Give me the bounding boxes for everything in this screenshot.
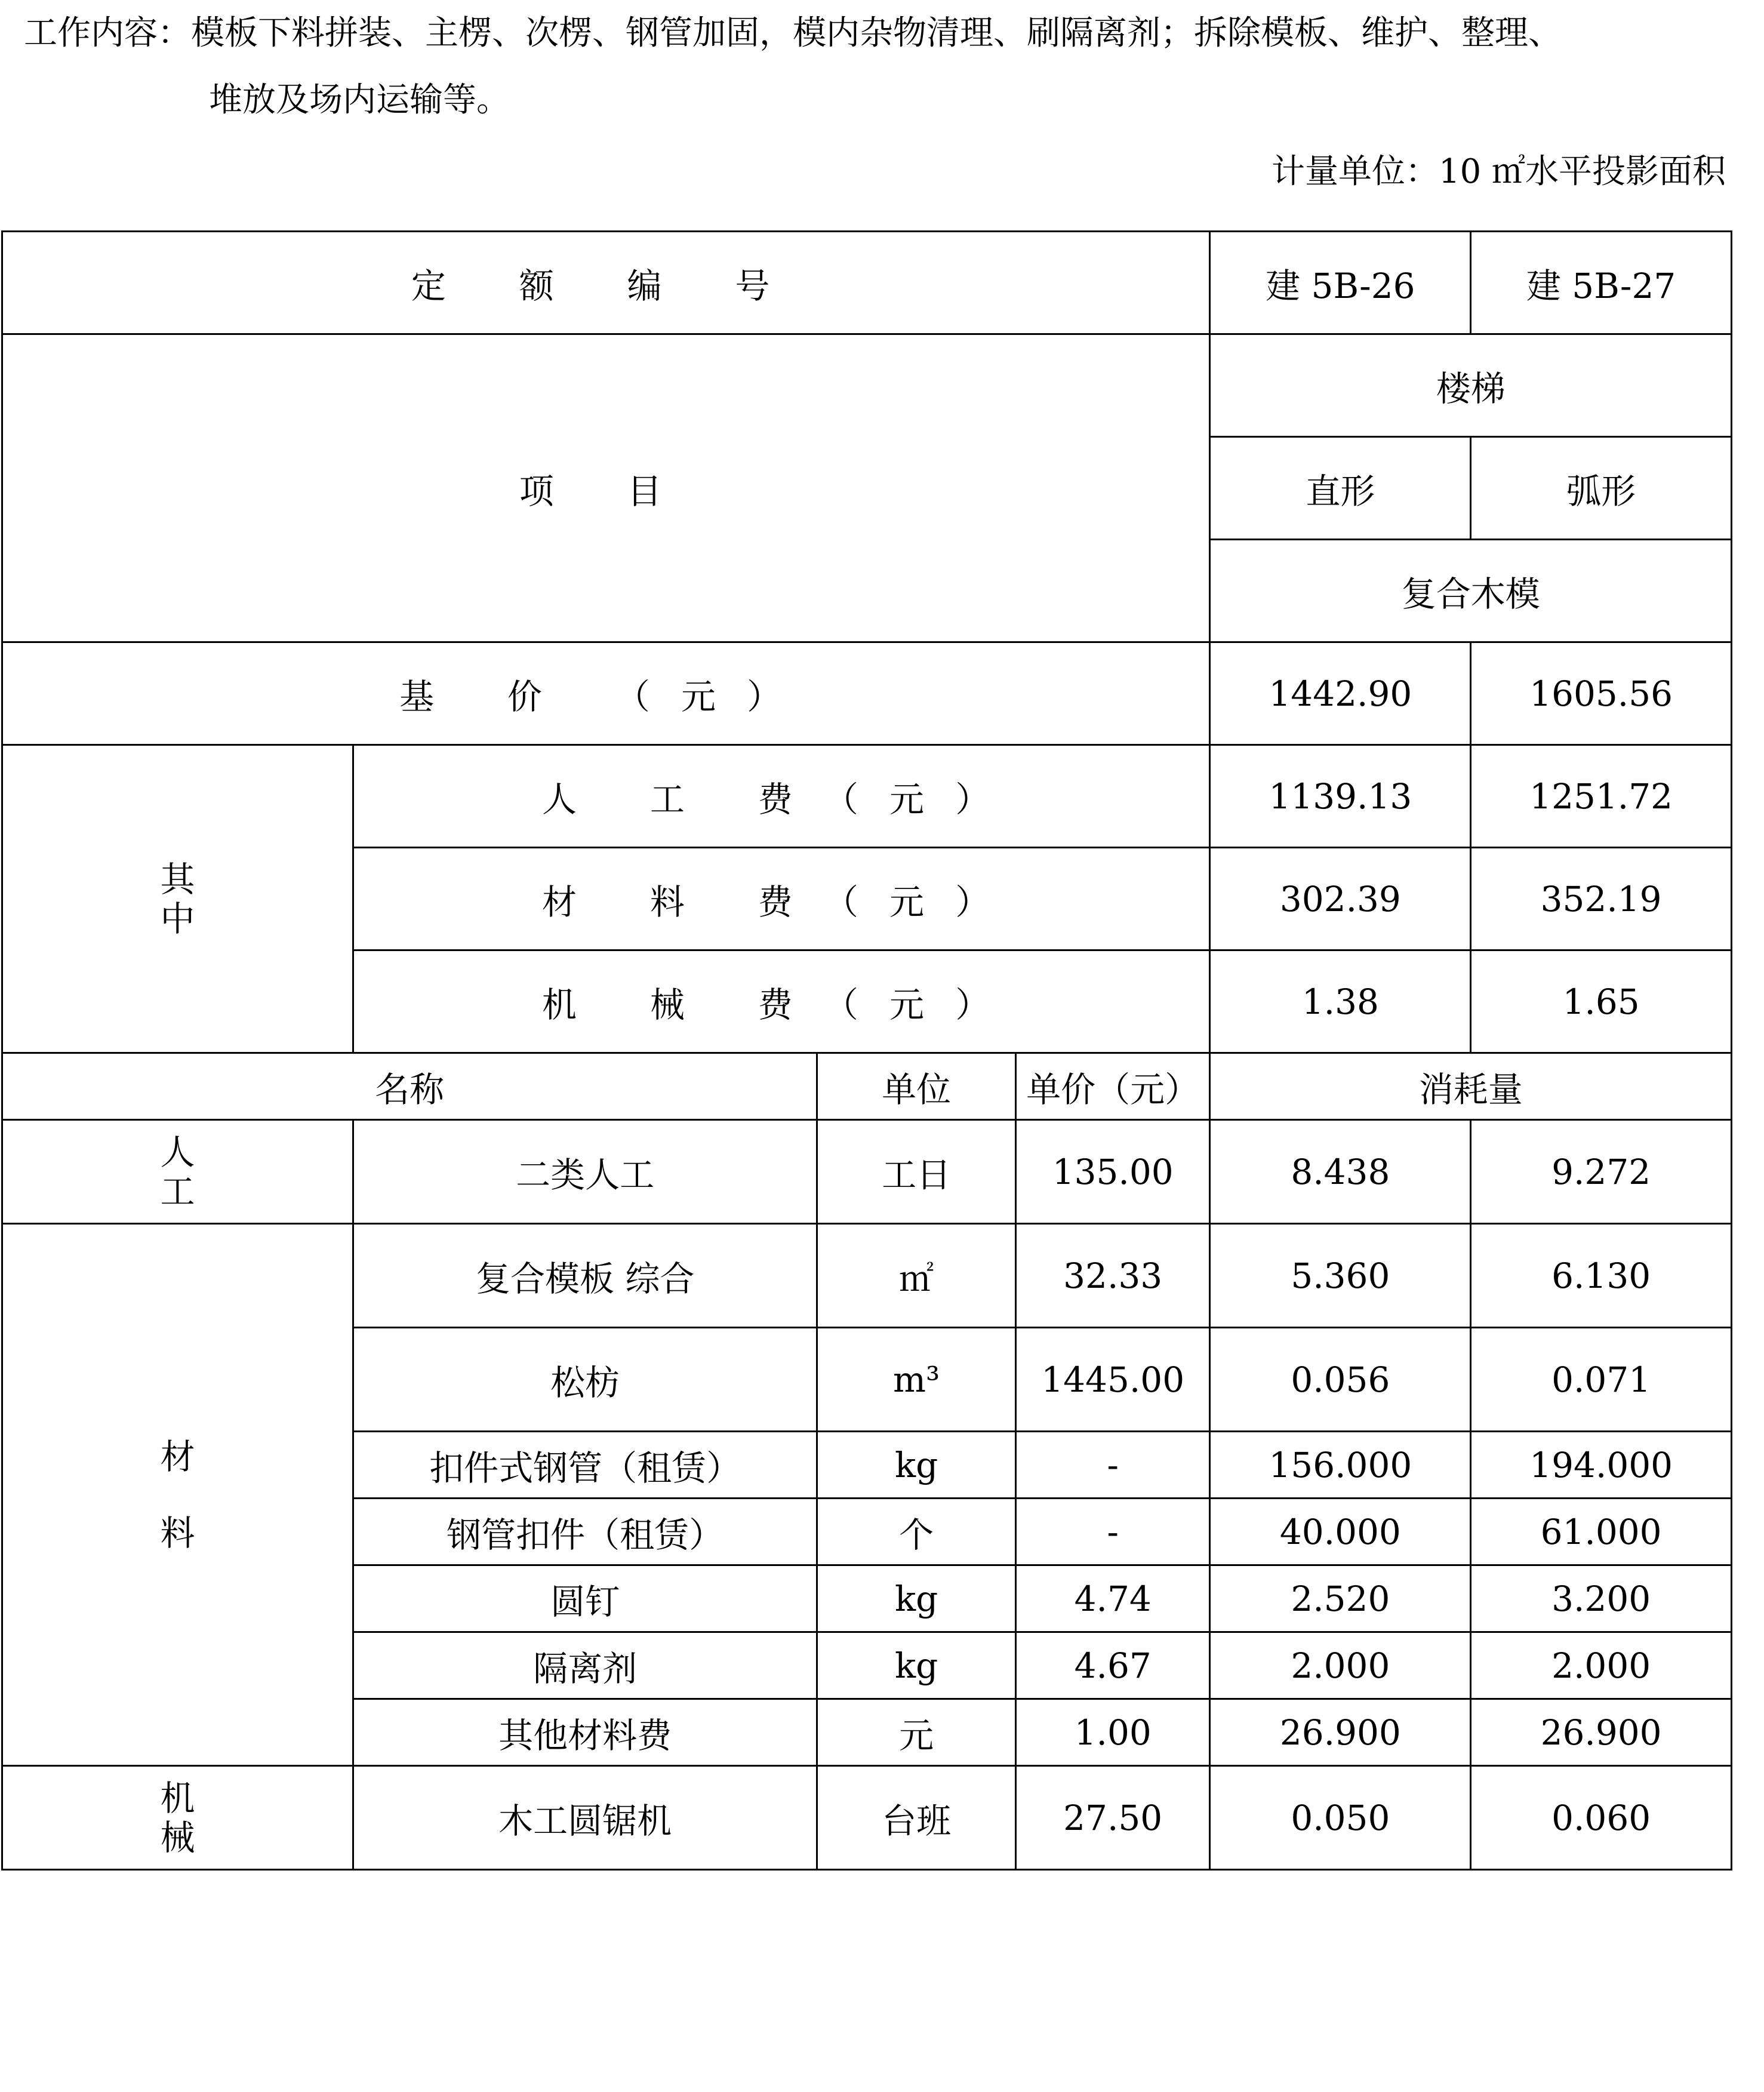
material-unit-5: kg	[817, 1565, 1016, 1632]
material-value-5-27: 3.200	[1471, 1565, 1732, 1632]
material-cost-26: 302.39	[1210, 848, 1471, 950]
materials-category	[2, 1224, 353, 1766]
material-value-5-26: 2.520	[1210, 1565, 1471, 1632]
material-name-4: 钢管扣件（租赁）	[353, 1499, 817, 1565]
material-name-2: 松枋	[353, 1328, 817, 1432]
col-header-unit: 单位	[817, 1053, 1016, 1120]
labor-unit: 工日	[817, 1120, 1016, 1224]
work-content-label: 工作内容：	[24, 14, 191, 53]
material-unit-2: m³	[817, 1328, 1016, 1432]
material-unit-7: 元	[817, 1699, 1016, 1766]
material-unit-6: kg	[817, 1632, 1016, 1699]
quota-code-label: 定 额 编 号	[2, 232, 1210, 334]
unit-label: 计量单位：	[1271, 152, 1439, 191]
material-name-6: 隔离剂	[353, 1632, 817, 1699]
machinery-price: 27.50	[1015, 1766, 1210, 1870]
machinery-unit: 台班	[817, 1766, 1016, 1870]
labor-cost-27: 1251.72	[1471, 745, 1732, 848]
material-unit-1: ㎡	[817, 1224, 1016, 1328]
base-price-26: 1442.90	[1210, 642, 1471, 745]
col-header-name: 名称	[2, 1053, 817, 1120]
unit-value: 10 ㎡水平投影面积	[1438, 152, 1726, 191]
material-value-4-27: 61.000	[1471, 1499, 1732, 1565]
labor-category-char-2: 工	[160, 1171, 195, 1212]
machinery-value-26: 0.050	[1210, 1766, 1471, 1870]
material-price-4: -	[1015, 1499, 1210, 1565]
material-value-3-27: 194.000	[1471, 1432, 1732, 1499]
material-value-3-26: 156.000	[1210, 1432, 1471, 1499]
work-content-text-2: 堆放及场内运输等。	[209, 81, 510, 119]
among-label	[2, 745, 353, 1053]
machinery-category-char-1: 机	[160, 1777, 195, 1819]
material-price-2: 1445.00	[1015, 1328, 1210, 1432]
material-price-3: -	[1015, 1432, 1210, 1499]
base-price-27: 1605.56	[1471, 642, 1732, 745]
material-unit-4: 个	[817, 1499, 1016, 1565]
material-value-1-26: 5.360	[1210, 1224, 1471, 1328]
among-char-1: 其	[160, 859, 195, 900]
machinery-cost-26: 1.38	[1210, 950, 1471, 1053]
material-cost-label: 材 料 费（元）	[353, 848, 1210, 950]
machinery-category	[2, 1766, 353, 1870]
work-content-text-1: 模板下料拼装、主楞、次楞、钢管加固，模内杂物清理、刷隔离剂；拆除模板、维护、整理、	[191, 14, 1562, 53]
base-price-label: 基 价 （元）	[2, 642, 1210, 745]
labor-cost-label: 人 工 费（元）	[353, 745, 1210, 848]
material-value-6-26: 2.000	[1210, 1632, 1471, 1699]
quota-code-26: 建 5B-26	[1210, 232, 1471, 334]
material-value-6-27: 2.000	[1471, 1632, 1732, 1699]
quota-code-27: 建 5B-27	[1471, 232, 1732, 334]
item-label: 项 目	[2, 334, 1210, 642]
material-value-7-27: 26.900	[1471, 1699, 1732, 1766]
materials-category-char-2: 料	[160, 1512, 195, 1553]
labor-value-27: 9.272	[1471, 1120, 1732, 1224]
work-content	[24, 0, 1743, 134]
measurement-unit	[1272, 148, 1726, 196]
material-value-7-26: 26.900	[1210, 1699, 1471, 1766]
machinery-value-27: 0.060	[1471, 1766, 1732, 1870]
material-value-2-26: 0.056	[1210, 1328, 1471, 1432]
labor-category-char-1: 人	[160, 1131, 195, 1173]
labor-cost-26: 1139.13	[1210, 745, 1471, 848]
material-cost-27: 352.19	[1471, 848, 1732, 950]
material-name-3: 扣件式钢管（租赁）	[353, 1432, 817, 1499]
material-name-7: 其他材料费	[353, 1699, 817, 1766]
material-unit-3: kg	[817, 1432, 1016, 1499]
material-value-1-27: 6.130	[1471, 1224, 1732, 1328]
material-type: 复合木模	[1210, 540, 1732, 642]
among-char-2: 中	[160, 898, 195, 939]
material-price-7: 1.00	[1015, 1699, 1210, 1766]
col-header-unit-price: 单价（元）	[1015, 1053, 1210, 1120]
machinery-category-char-2: 械	[160, 1817, 195, 1858]
category-stairs: 楼梯	[1210, 334, 1732, 437]
material-price-1: 32.33	[1015, 1224, 1210, 1328]
quota-table	[1, 230, 1732, 1871]
material-value-2-27: 0.071	[1471, 1328, 1732, 1432]
col-header-consumption: 消耗量	[1210, 1053, 1732, 1120]
machinery-cost-27: 1.65	[1471, 950, 1732, 1053]
labor-value-26: 8.438	[1210, 1120, 1471, 1224]
material-value-4-26: 40.000	[1210, 1499, 1471, 1565]
subtype-straight: 直形	[1210, 437, 1471, 540]
material-price-5: 4.74	[1015, 1565, 1210, 1632]
labor-category	[2, 1120, 353, 1224]
labor-name: 二类人工	[353, 1120, 817, 1224]
material-name-5: 圆钉	[353, 1565, 817, 1632]
machinery-name: 木工圆锯机	[353, 1766, 817, 1870]
material-name-1: 复合模板 综合	[353, 1224, 817, 1328]
material-price-6: 4.67	[1015, 1632, 1210, 1699]
labor-price: 135.00	[1015, 1120, 1210, 1224]
work-content-line-1	[24, 0, 1743, 67]
machinery-cost-label: 机 械 费（元）	[353, 950, 1210, 1053]
subtype-curved: 弧形	[1471, 437, 1732, 540]
materials-category-char-1: 材	[160, 1436, 195, 1477]
